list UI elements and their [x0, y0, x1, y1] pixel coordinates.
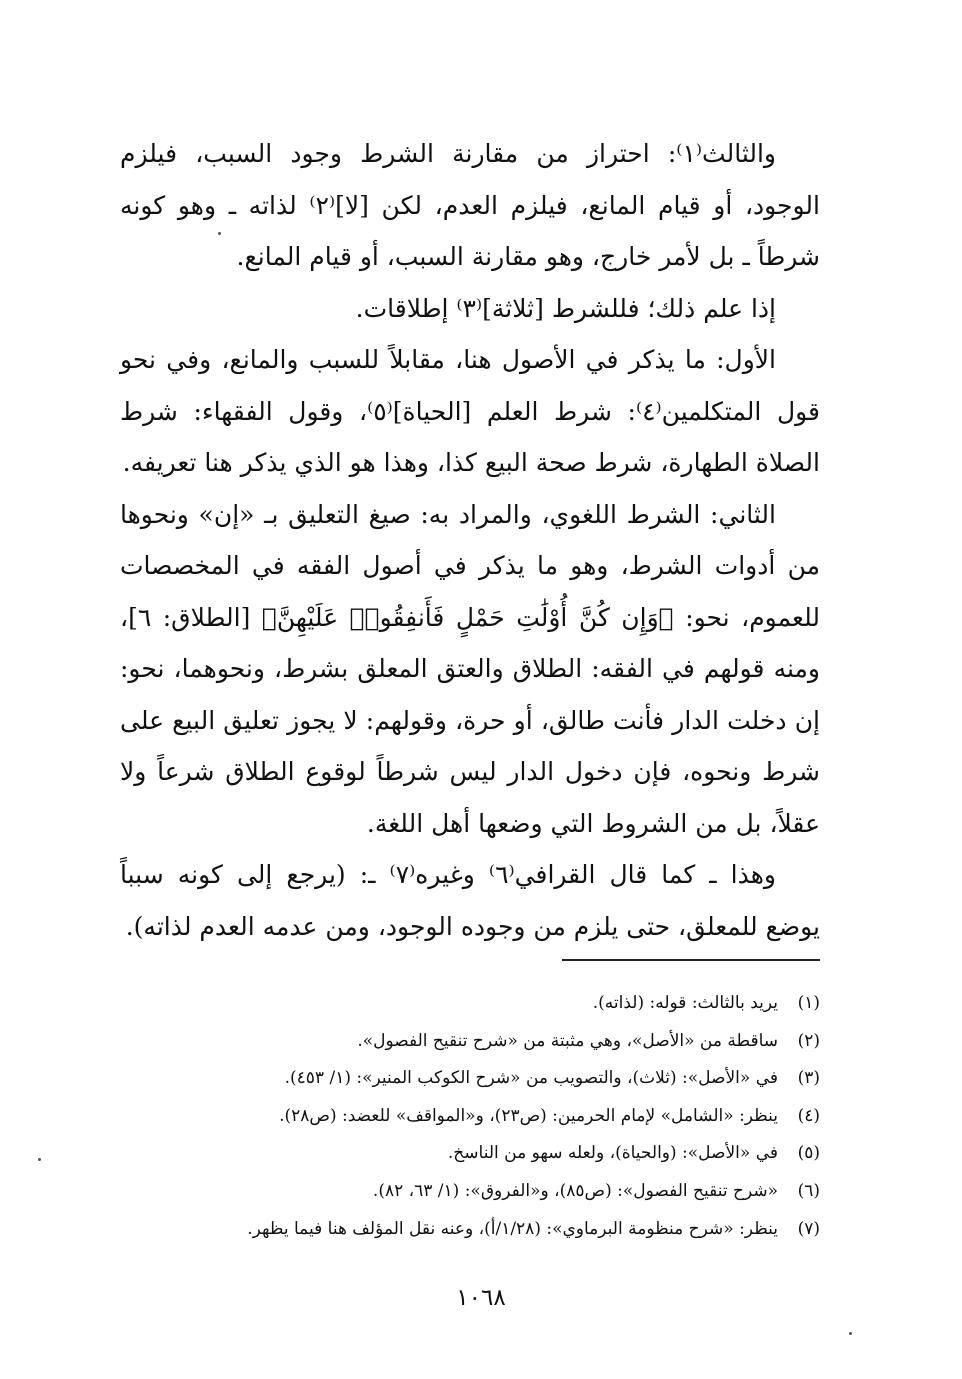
paragraph-third-condition: والثالث⁽١⁾: احتراز من مقارنة الشرط وجود السبب، فيلزم الوجود، أو قيام المانع، فيلزم العدم، لكن [لا]⁽٢⁾ لذاته ـ وهو كونه شرطاً ـ بل لأمر خارج، وهو مقارنة السبب، أو قيام المانع.	[120, 139, 820, 271]
footnote-text: ينظر: «الشامل» لإمام الحرمين: (ص٢٣)، و«المواقف» للعضد: (ص٢٨).	[279, 1105, 778, 1126]
footnote-number: (٢)	[797, 1030, 820, 1051]
paragraph-three-meanings: إذا علم ذلك؛ فللشرط [ثلاثة]⁽٣⁾ إطلاقات.	[355, 293, 776, 323]
footnote-text: يريد بالثالث: قوله: (لذاته).	[592, 993, 778, 1013]
footnote-item	[120, 1135, 820, 1173]
footnote-number: (٦)	[797, 1180, 820, 1201]
footnote-item	[120, 1173, 820, 1211]
scan-speck	[849, 1332, 852, 1335]
footnote-number: (٣)	[797, 1068, 820, 1089]
footnote-text: ينظر: «شرح منظومة البرماوي»: (١/٢٨/أ)، وعنه نقل المؤلف هنا فيما يظهر.	[247, 1218, 778, 1239]
main-text	[120, 128, 820, 952]
footnote-text: في «الأصل»: (ثلاث)، والتصويب من «شرح الكوكب المنير»: (١/ ٤٥٣).	[284, 1068, 778, 1089]
footnote-divider	[562, 959, 820, 961]
scan-speck	[218, 232, 221, 235]
paragraph-first-meaning: الأول: ما يذكر في الأصول هنا، مقابلاً للسبب والمانع، وفي نحو قول المتكلمين⁽٤⁾: شرط العلم [الحياة]⁽٥⁾، وقول الفقهاء: شرط الصلاة الطهارة، شرط صحة البيع كذا، وهذا هو الذي يذكر هنا تعريفه.	[120, 345, 820, 477]
footnote-text: في «الأصل»: (والحياة)، ولعله سهو من الناسخ.	[447, 1143, 778, 1164]
footnote-item	[120, 1060, 820, 1098]
footnote-number: (١)	[797, 993, 820, 1013]
footnote-item	[120, 1023, 820, 1061]
paragraph-qarafi-quote: وهذا ـ كما قال القرافي⁽٦⁾ وغيره⁽٧⁾ ـ: (يرجع إلى كونه سبباً يوضع للمعلق، حتى يلزم من وجوده الوجود، ومن عدمه العدم لذاته).	[120, 860, 820, 941]
footnote-number: (٤)	[797, 1105, 820, 1126]
footnote-number: (٥)	[797, 1143, 820, 1164]
footnote-text: ساقطة من «الأصل»، وهي مثبتة من «شرح تنقيح الفصول».	[357, 1030, 778, 1051]
page-number: ١٠٦٨	[456, 1285, 506, 1311]
footnote-item	[120, 1098, 820, 1136]
footnote-item	[120, 985, 820, 1023]
footnote-item	[120, 1211, 820, 1249]
paragraph-second-meaning: الثاني: الشرط اللغوي، والمراد به: صيغ التعليق بـ «إن» ونحوها من أدوات الشرط، وهو ما يذكر في أصول الفقه في المخصصات للعموم، نحو: ﴿وَإِن كُنَّ أُوْلَٰتِ حَمْلٍ فَأَنفِقُوا۟ عَلَيْهِنَّ﴾ [الطلاق: ٦]، ومنه قولهم في الفقه: الطلاق والعتق المعلق بشرط، ونحوهما، نحو: إن دخلت الدار فأنت طالق، أو حرة، وقولهم: لا يجوز تعليق البيع على شرط ونحوه، فإن دخول الدار ليس شرطاً لوقوع الطلاق شرعاً ولا عقلاً، بل من الشروط التي وضعها أهل اللغة.	[120, 499, 820, 838]
footnote-number: (٧)	[797, 1218, 820, 1239]
footnote-text: «شرح تنقيح الفصول»: (ص٨٥)، و«الفروق»: (١/ ٦٣، ٨٢).	[372, 1180, 778, 1201]
scan-speck	[38, 1158, 41, 1161]
footnotes-list	[120, 985, 820, 1248]
